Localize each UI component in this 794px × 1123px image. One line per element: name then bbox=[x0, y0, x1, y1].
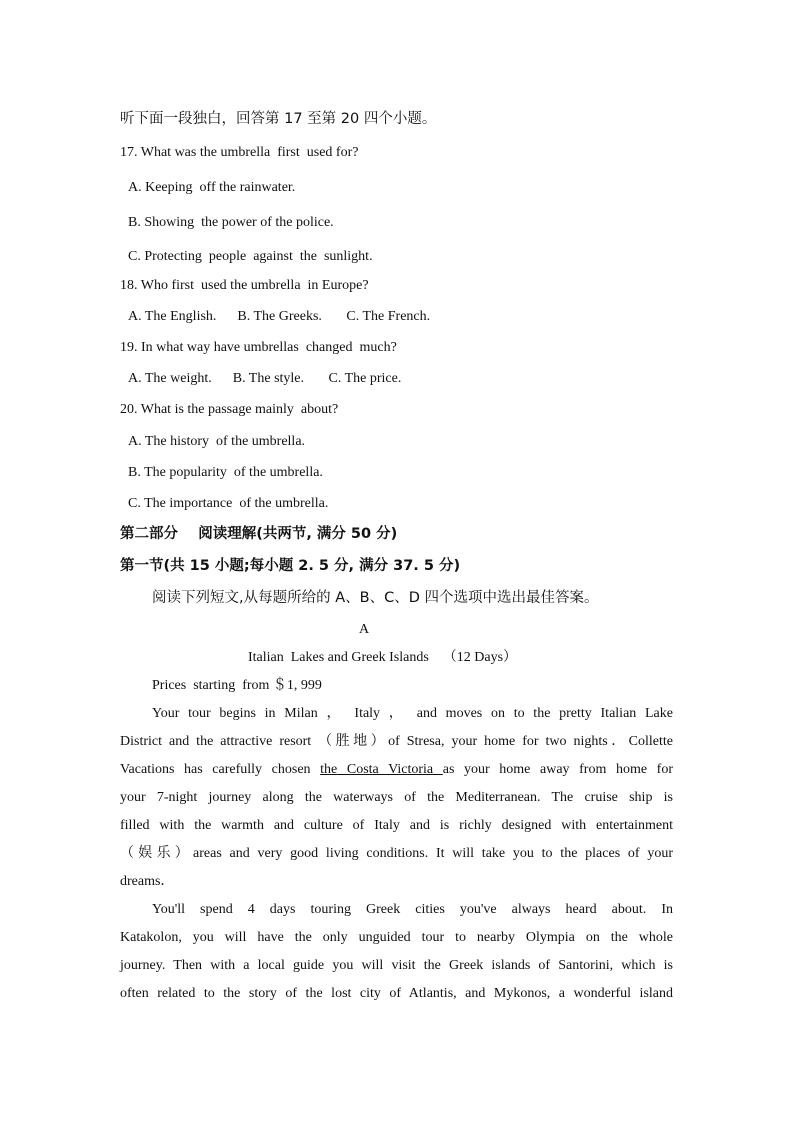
p1-line-4: your 7-night journey along the waterways of the Mediterranean. The cruise ship is bbox=[120, 790, 673, 805]
part2-heading: 第二部分 阅读理解(共两节, 满分 50 分) bbox=[120, 526, 398, 542]
q20-option-c: C. The importance of the umbrella. bbox=[128, 496, 329, 511]
listening-intro: 听下面一段独白，回答第 17 至第 20 四个小题。 bbox=[120, 111, 437, 127]
p1-line-3-end: as your home away from home for bbox=[442, 762, 673, 777]
p1-line-3 bbox=[120, 761, 673, 779]
p1-line-5: filled with the warmth and culture of Italy and is richly designed with entertainment bbox=[120, 818, 673, 833]
q17-option-a: A. Keeping off the rainwater. bbox=[128, 180, 296, 195]
question-18: 18. Who first used the umbrella in Europe? bbox=[120, 278, 369, 293]
p2-line-4: often related to the story of the lost city of Atlantis, and Mykonos, a wonderful island bbox=[120, 986, 673, 1001]
q19-options: A. The weight. B. The style. C. The price. bbox=[128, 371, 402, 386]
p2-line-1: You'll spend 4 days touring Greek cities you've always heard about. In bbox=[152, 902, 673, 917]
p2-line-2: Katakolon, you will have the only unguided tour to nearby Olympia on the whole bbox=[120, 930, 673, 945]
passage-letter: A bbox=[359, 622, 370, 637]
p1-line-2: District and the attractive resort （胜地）of Stresa, your home for two nights．Collette bbox=[120, 734, 673, 749]
p1-line-3-start: Vacations has carefully chosen bbox=[120, 762, 311, 777]
q20-option-b: B. The popularity of the umbrella. bbox=[128, 465, 323, 480]
q17-option-c: C. Protecting people against the sunlight. bbox=[128, 249, 373, 264]
p1-line-6: （娱乐）areas and very good living conditions. It will take you to the places of your bbox=[120, 846, 673, 861]
question-20: 20. What is the passage mainly about? bbox=[120, 402, 339, 417]
question-19: 19. In what way have umbrellas changed much? bbox=[120, 340, 397, 355]
passage-prices: Prices starting from ＄1, 999 bbox=[152, 678, 322, 693]
question-17: 17. What was the umbrella first used for? bbox=[120, 145, 359, 160]
p1-line-1: Your tour begins in Milan ， Italy ， and moves on to the pretty Italian Lake bbox=[152, 706, 673, 721]
q20-option-a: A. The history of the umbrella. bbox=[128, 434, 306, 449]
p1-line-7: dreams． bbox=[120, 874, 175, 889]
reading-instruction: 阅读下列短文,从每题所给的 A、B、C、D 四个选项中选出最佳答案。 bbox=[152, 590, 599, 606]
q18-options: A. The English. B. The Greeks. C. The French. bbox=[128, 309, 431, 324]
q17-option-b: B. Showing the power of the police. bbox=[128, 215, 334, 230]
p2-line-3: journey. Then with a local guide you will visit the Greek islands of Santorini, which is bbox=[120, 958, 673, 973]
ship-name: the Costa Victoria bbox=[320, 762, 443, 777]
passage-title: Italian Lakes and Greek Islands （12 Days） bbox=[248, 650, 518, 665]
section1-heading: 第一节(共 15 小题;每小题 2. 5 分, 满分 37. 5 分) bbox=[120, 558, 461, 574]
